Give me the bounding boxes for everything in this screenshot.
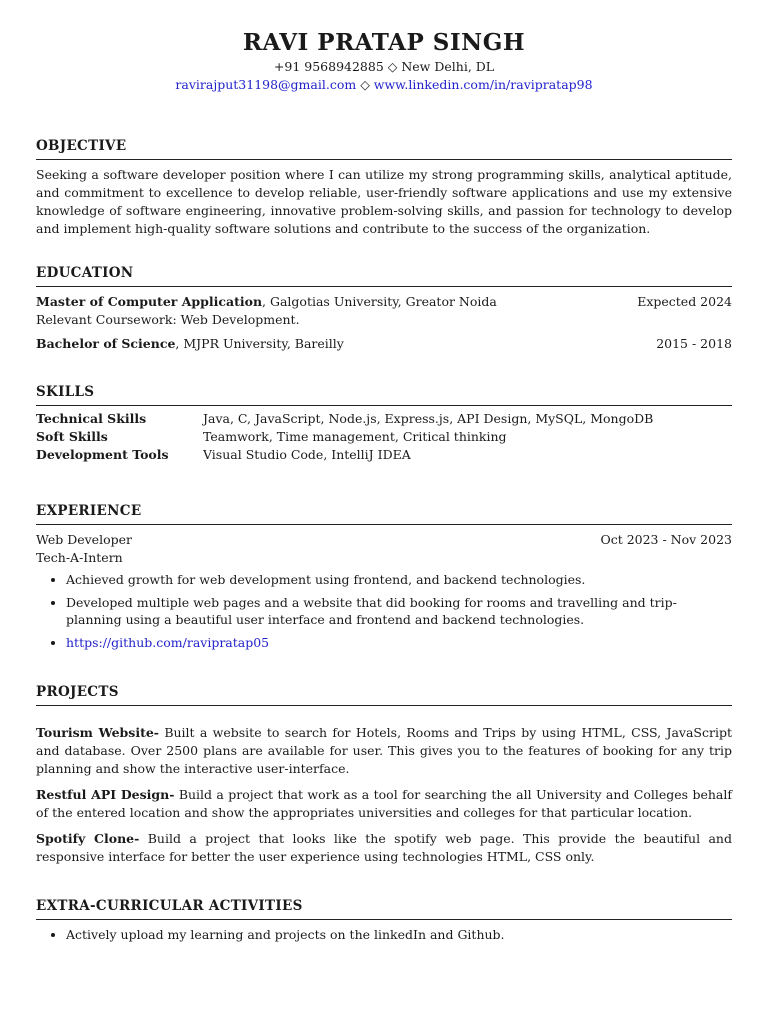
list-item: • Achieved growth for web development using frontend, and backend technologies. <box>66 571 732 588</box>
objective-text: Seeking a software developer position where I can utilize my strong programming skills, analytical aptitude, and commitment to excellence to develop reliable, user-friendly software applications and use my extensive knowledge of software engineering, innovative problem-solving skills, and passion for technology to develop and implement high-quality software solutions and contribute to the success of the organization. <box>36 167 732 236</box>
projects-title: PROJECTS <box>36 684 119 700</box>
skill-value: Teamwork, Time management, Critical thinking <box>203 429 507 444</box>
education-entry <box>36 293 732 311</box>
experience-bullets <box>36 571 732 651</box>
skill-value: Visual Studio Code, IntelliJ IDEA <box>203 447 411 462</box>
list-item <box>66 634 732 651</box>
activities-bullets <box>36 926 732 943</box>
contact-separator: ◇ <box>356 77 374 92</box>
projects-section <box>36 683 732 874</box>
project-desc: Built a website to search for Hotels, Rooms and Trips by using HTML, CSS, JavaScript and database. Over 2500 plans are available for user. This gives you to the features of booking for any trip planning and show the interactive user-interface. <box>36 725 732 776</box>
resume-page <box>36 28 732 94</box>
school-name: , Galgotias University, Greator Noida <box>262 294 497 309</box>
experience-title: EXPERIENCE <box>36 503 142 519</box>
objective-title: OBJECTIVE <box>36 138 127 154</box>
candidate-name: RAVI PRATAP SINGH <box>242 29 526 56</box>
objective-section <box>36 137 732 238</box>
project-name: Tourism Website- <box>36 725 159 740</box>
activities-title: EXTRA-CURRICULAR ACTIVITIES <box>36 898 303 914</box>
section-divider <box>36 159 732 160</box>
project-desc: Build a project that work as a tool for searching the all University and Colleges behalf of the entered location and show the appropriates universities and colleges for that particular location. <box>36 787 732 820</box>
education-date: Expected 2024 <box>637 294 732 309</box>
job-company-row <box>36 549 732 567</box>
section-divider <box>36 405 732 406</box>
skill-row <box>36 446 732 464</box>
education-date: 2015 - 2018 <box>656 336 732 351</box>
skill-label: Technical Skills <box>36 411 147 426</box>
list-item: • Actively upload my learning and projects on the linkedIn and Github. <box>66 926 732 943</box>
linkedin-link[interactable]: www.linkedin.com/in/ravipratap98 <box>373 77 593 92</box>
education-entry <box>36 335 732 353</box>
coursework-note <box>36 311 732 329</box>
skill-label: Soft Skills <box>36 429 108 444</box>
section-divider <box>36 705 732 706</box>
skills-title: SKILLS <box>36 384 95 400</box>
skill-value: Java, C, JavaScript, Node.js, Express.js, API Design, MySQL, MongoDB <box>203 411 654 426</box>
project-desc: Build a project that looks like the spotify web page. This provide the beautiful and responsive interface for better the user experience using technologies HTML, CSS only. <box>36 831 732 864</box>
project-item <box>36 786 732 822</box>
skills-section <box>36 383 732 464</box>
school-name: , MJPR University, Bareilly <box>175 336 344 351</box>
activities-section <box>36 897 732 949</box>
job-role: Web Developer <box>36 532 132 547</box>
education-section <box>36 264 732 353</box>
coursework-text: Relevant Coursework: Web Development. <box>36 312 300 327</box>
contact-line-links <box>36 76 732 94</box>
experience-section <box>36 502 732 657</box>
skill-row <box>36 410 732 428</box>
degree-name: Bachelor of Science <box>36 336 176 351</box>
skill-row <box>36 428 732 446</box>
email-link[interactable]: ravirajput31198@gmail.com <box>175 77 357 92</box>
job-header <box>36 531 732 549</box>
github-link[interactable]: https://github.com/ravipratap05 <box>66 635 270 650</box>
project-name: Spotify Clone- <box>36 831 140 846</box>
section-divider <box>36 286 732 287</box>
contact-line-phone: +91 9568942885 ◇ New Delhi, DL <box>273 59 495 74</box>
section-divider <box>36 524 732 525</box>
list-item: • Developed multiple web pages and a website that did booking for rooms and travelling and trip-planning using a beautiful user interface and frontend and backend technologies. <box>66 594 732 628</box>
project-item <box>36 830 732 866</box>
skill-label: Development Tools <box>36 447 169 462</box>
section-divider <box>36 919 732 920</box>
job-date: Oct 2023 - Nov 2023 <box>600 532 732 547</box>
degree-name: Master of Computer Application <box>36 294 263 309</box>
project-item <box>36 724 732 778</box>
job-company: Tech-A-Intern <box>36 550 123 565</box>
project-name: Restful API Design- <box>36 787 175 802</box>
education-title: EDUCATION <box>36 265 134 281</box>
